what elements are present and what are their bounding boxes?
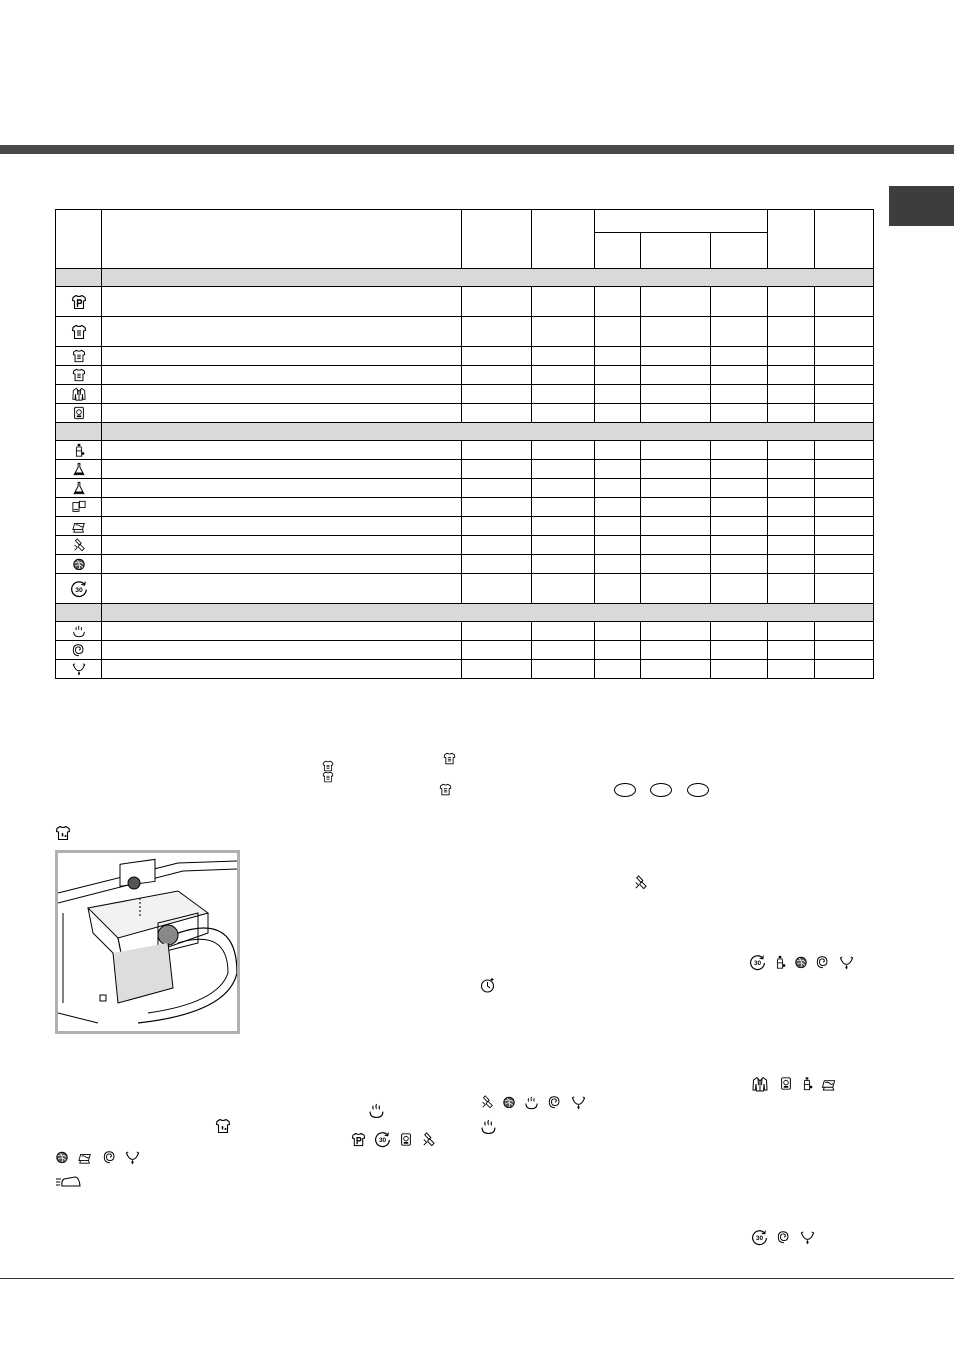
- table-row: [56, 536, 874, 555]
- table-row: [56, 404, 874, 423]
- quick-30-icon: [749, 954, 766, 971]
- flask-icon: [72, 462, 86, 476]
- baby-bottle-icon: [72, 443, 86, 457]
- easy-iron-icon: [55, 1173, 83, 1189]
- programme-table: [55, 209, 874, 679]
- table-header-row: [56, 210, 874, 233]
- yarn-ball-icon: [794, 955, 808, 969]
- cotton-shirt-icon: [72, 349, 86, 363]
- mix-icon: [72, 406, 86, 420]
- cotton-prewash-icon: [71, 294, 87, 310]
- spiral-spin-icon: [816, 955, 830, 969]
- mix-icon: [399, 1132, 413, 1147]
- cotton-shirt-icon: [322, 771, 334, 783]
- detergent-drawer-illustration: [55, 850, 240, 1034]
- table-row: [56, 641, 874, 660]
- yarn-ball-icon: [72, 557, 86, 571]
- drain-icon: [839, 955, 854, 970]
- table-row: [56, 498, 874, 517]
- drain-icon: [571, 1095, 586, 1110]
- table-row: [56, 317, 874, 347]
- wool-hand-icon: [421, 1132, 436, 1147]
- language-tab: [889, 186, 954, 226]
- table-row: [56, 441, 874, 460]
- table-row: [56, 287, 874, 317]
- wool-hand-icon: [480, 1095, 494, 1109]
- spiral-spin-icon: [103, 1150, 117, 1164]
- quick-30-icon: [751, 1229, 768, 1246]
- table-row: [56, 660, 874, 679]
- cotton-shirt-icon: [72, 368, 86, 382]
- cotton-shirt-icon: [71, 324, 87, 340]
- steam-rinse-icon: [524, 1095, 539, 1110]
- drain-icon: [125, 1150, 140, 1165]
- delicates-icon: [820, 1076, 838, 1091]
- table-row: [56, 385, 874, 404]
- mix-icon: [779, 1076, 793, 1091]
- section-row: [56, 269, 874, 287]
- option-indicator: [614, 783, 636, 797]
- table-row: [56, 555, 874, 574]
- shirt-jacket-icon: [71, 387, 87, 401]
- delicates-icon: [71, 519, 87, 533]
- quick-30-icon: [70, 580, 88, 598]
- steam-rinse-icon: [368, 1102, 385, 1119]
- table-row: [56, 574, 874, 604]
- wool-hand-icon: [72, 538, 86, 552]
- towels-icon: [71, 500, 87, 514]
- footer-rule: [0, 1278, 954, 1279]
- quick-30-icon: [374, 1131, 391, 1148]
- spiral-spin-icon: [548, 1095, 562, 1109]
- spiral-spin-icon: [72, 643, 86, 657]
- section-row: [56, 423, 874, 441]
- yarn-ball-icon: [502, 1095, 516, 1109]
- steam-rinse-icon: [480, 1118, 497, 1135]
- stain-removal-icon: [215, 1118, 231, 1134]
- table-row: [56, 460, 874, 479]
- baby-bottle-icon: [800, 1076, 814, 1091]
- shirt-jacket-icon: [751, 1076, 769, 1092]
- baby-bottle-icon: [773, 955, 787, 969]
- header-rule: [0, 145, 954, 154]
- section-row: [56, 604, 874, 622]
- drain-icon: [800, 1230, 815, 1245]
- yarn-ball-icon: [55, 1150, 69, 1164]
- option-indicator: [650, 783, 672, 797]
- table-row: [56, 366, 874, 385]
- cotton-shirt-icon: [443, 752, 456, 765]
- table-row: [56, 479, 874, 498]
- steam-rinse-icon: [72, 624, 86, 638]
- table-row: [56, 347, 874, 366]
- option-indicator: [687, 783, 709, 797]
- spiral-spin-icon: [777, 1230, 791, 1244]
- table-row: [56, 517, 874, 536]
- delicates-hand-icon: [633, 875, 648, 890]
- cotton-shirt-icon: [439, 783, 452, 796]
- cotton-prewash-icon: [351, 1132, 366, 1147]
- drain-icon: [72, 662, 86, 676]
- table-row: [56, 622, 874, 641]
- delicates-icon: [76, 1150, 94, 1164]
- flask-icon: [72, 481, 86, 495]
- stain-removal-icon: [55, 825, 71, 841]
- delay-timer-icon: [480, 977, 496, 993]
